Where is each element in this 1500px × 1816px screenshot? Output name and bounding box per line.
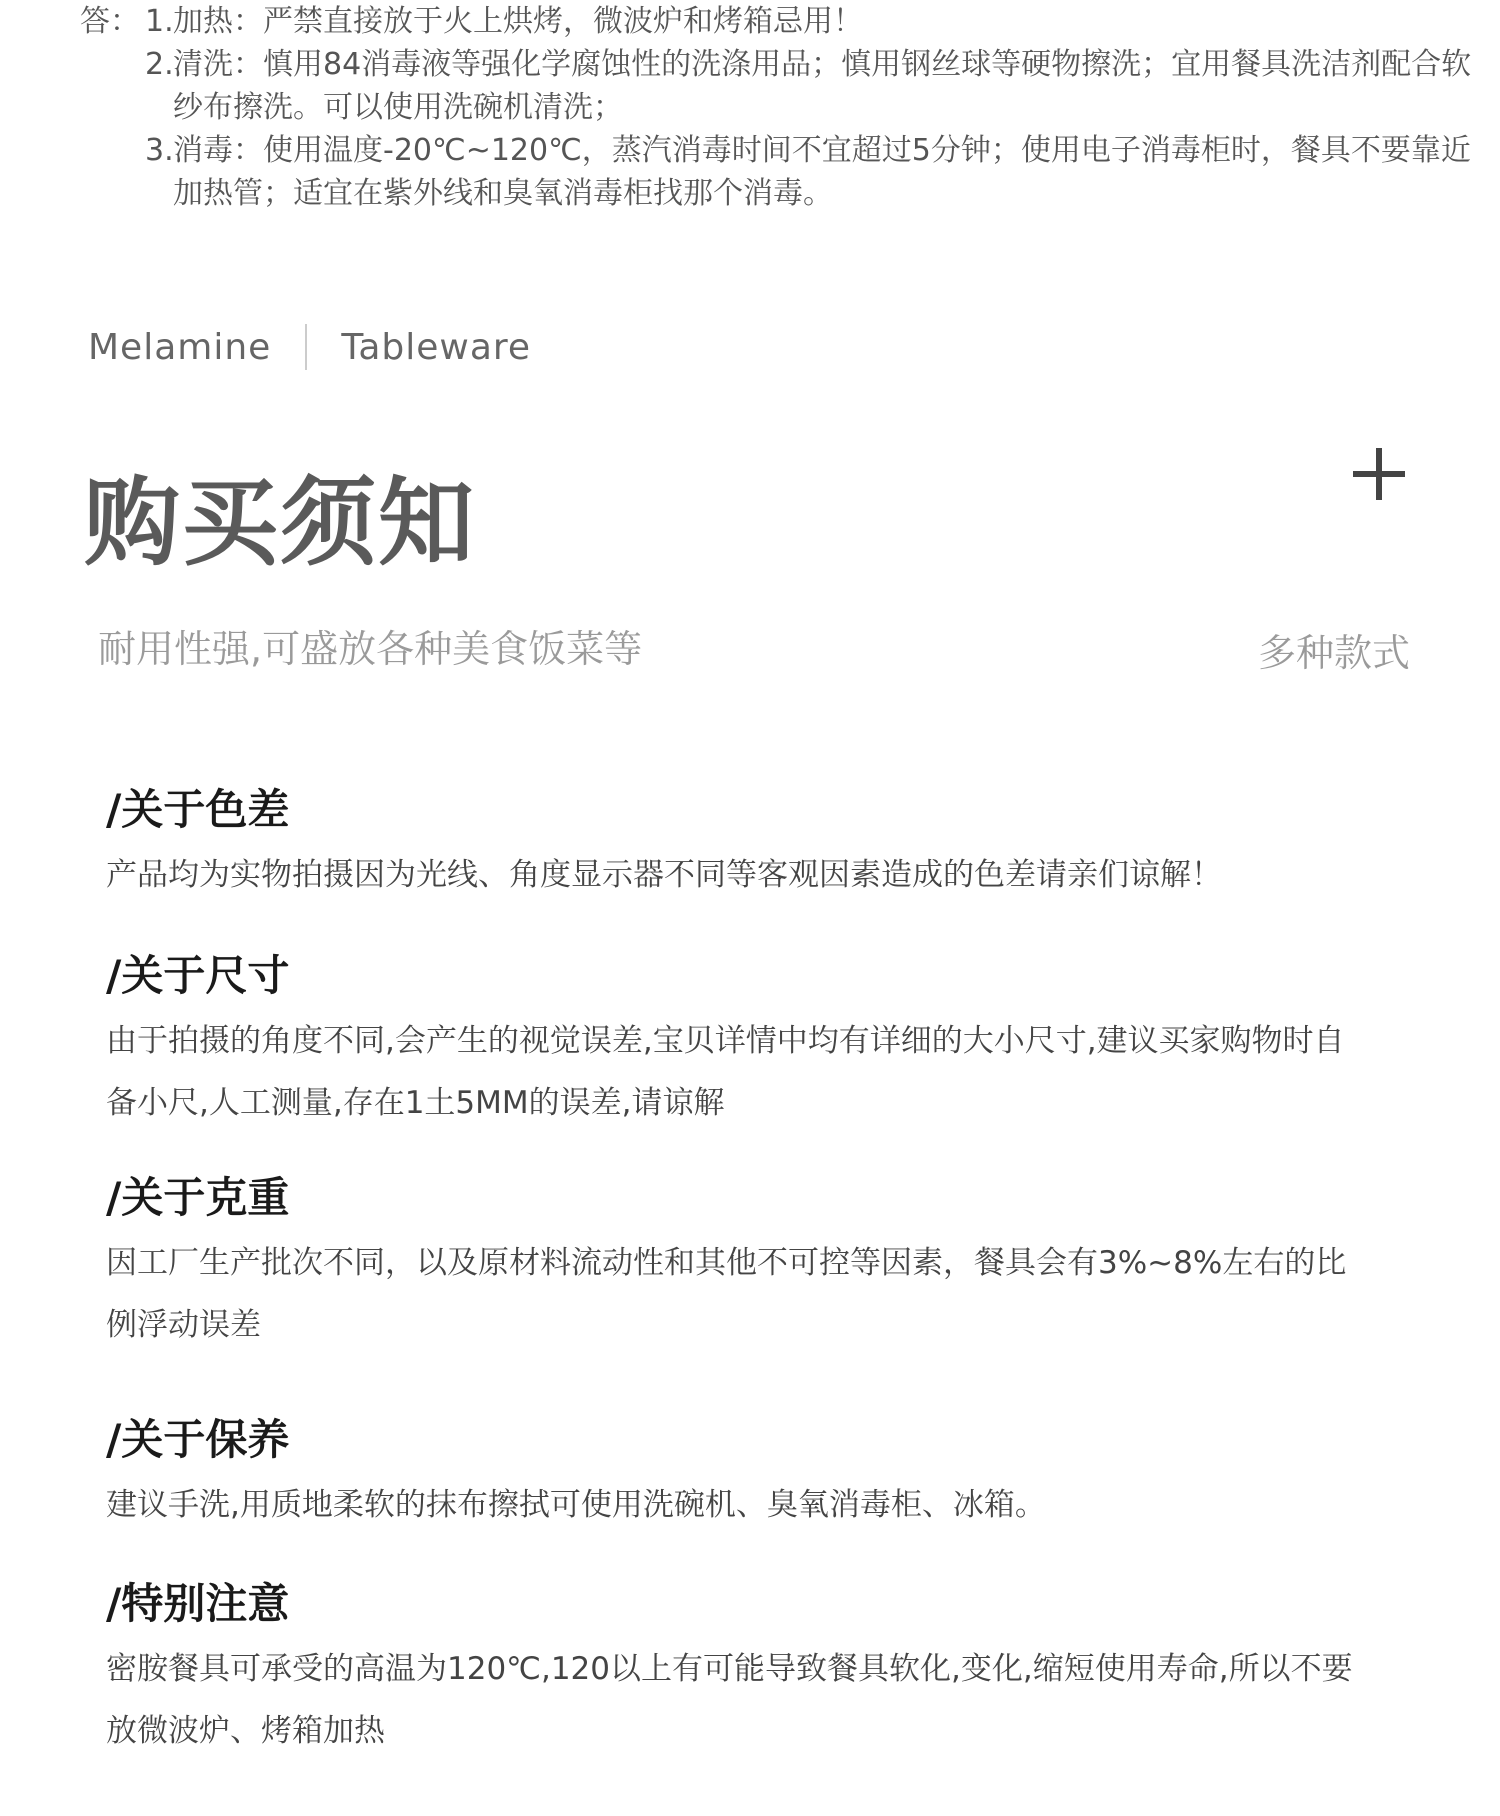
section-heading: /关于克重 bbox=[106, 1173, 290, 1222]
section-heading: /关于保养 bbox=[106, 1415, 290, 1464]
section-body: 产品均为实物拍摄因为光线、角度显示器不同等客观因素造成的色差请亲们谅解！ bbox=[106, 857, 1222, 893]
page-title: 购买须知 bbox=[84, 467, 476, 579]
subtitle-left: 耐用性强,可盛放各种美食饭菜等 bbox=[98, 627, 643, 671]
brand-divider bbox=[305, 324, 307, 370]
answer-item-text: 清洗：慎用84消毒液等强化学腐蚀性的洗涤用品；慎用钢丝球等硬物擦洗；宜用餐具洗洁剂配合软纱布擦洗。可以使用洗碗机清洗； bbox=[173, 47, 1472, 125]
subtitle-right: 多种款式 bbox=[1257, 631, 1410, 675]
answer-item-number: 2. bbox=[145, 47, 174, 82]
answer-item-number: 3. bbox=[145, 133, 174, 168]
section-body: 由于拍摄的角度不同,会产生的视觉误差,宝贝详情中均有详细的大小尺寸,建议买家购物时自备小尺,人工测量,存在1土5MM的误差,请谅解 bbox=[106, 1023, 1345, 1121]
answer-item-disinfection bbox=[145, 129, 1480, 215]
section-body: 密胺餐具可承受的高温为120℃,120以上有可能导致餐具软化,变化,缩短使用寿命,所以不要放微波炉、烤箱加热 bbox=[106, 1651, 1353, 1749]
brand-word-melamine: Melamine bbox=[88, 326, 272, 368]
answer-item-text: 消毒：使用温度-20℃~120℃，蒸汽消毒时间不宜超过5分钟；使用电子消毒柜时，餐具不要靠近加热管；适宜在紫外线和臭氧消毒柜找那个消毒。 bbox=[173, 133, 1471, 211]
answer-prefix: 答： bbox=[80, 4, 140, 39]
section-heading: /特别注意 bbox=[106, 1579, 290, 1628]
notice-size bbox=[106, 948, 1406, 1134]
answer-row bbox=[80, 0, 1480, 215]
notice-color-difference bbox=[106, 782, 1406, 906]
section-heading: /关于尺寸 bbox=[106, 951, 290, 1000]
notice-special-attention bbox=[106, 1576, 1406, 1762]
answer-item-text: 加热：严禁直接放于火上烘烤，微波炉和烤箱忌用！ bbox=[173, 4, 863, 39]
section-body: 建议手洗,用质地柔软的抹布擦拭可使用洗碗机、臭氧消毒柜、冰箱。 bbox=[106, 1487, 1046, 1523]
brand-word-tableware: Tableware bbox=[341, 326, 532, 368]
section-body: 因工厂生产批次不同，以及原材料流动性和其他不可控等因素，餐具会有3%~8%左右的比例浮动误差 bbox=[106, 1245, 1347, 1343]
plus-icon bbox=[1353, 448, 1405, 500]
section-heading: /关于色差 bbox=[106, 785, 290, 834]
care-instructions-answer bbox=[80, 0, 1480, 215]
answer-item-cleaning bbox=[145, 43, 1480, 129]
subtitle-row bbox=[98, 624, 1410, 678]
notice-weight bbox=[106, 1170, 1406, 1356]
answer-item-number: 1. bbox=[145, 4, 174, 39]
answer-item-heating bbox=[145, 0, 1480, 43]
brand-line bbox=[88, 322, 531, 372]
notice-maintenance bbox=[106, 1412, 1406, 1536]
